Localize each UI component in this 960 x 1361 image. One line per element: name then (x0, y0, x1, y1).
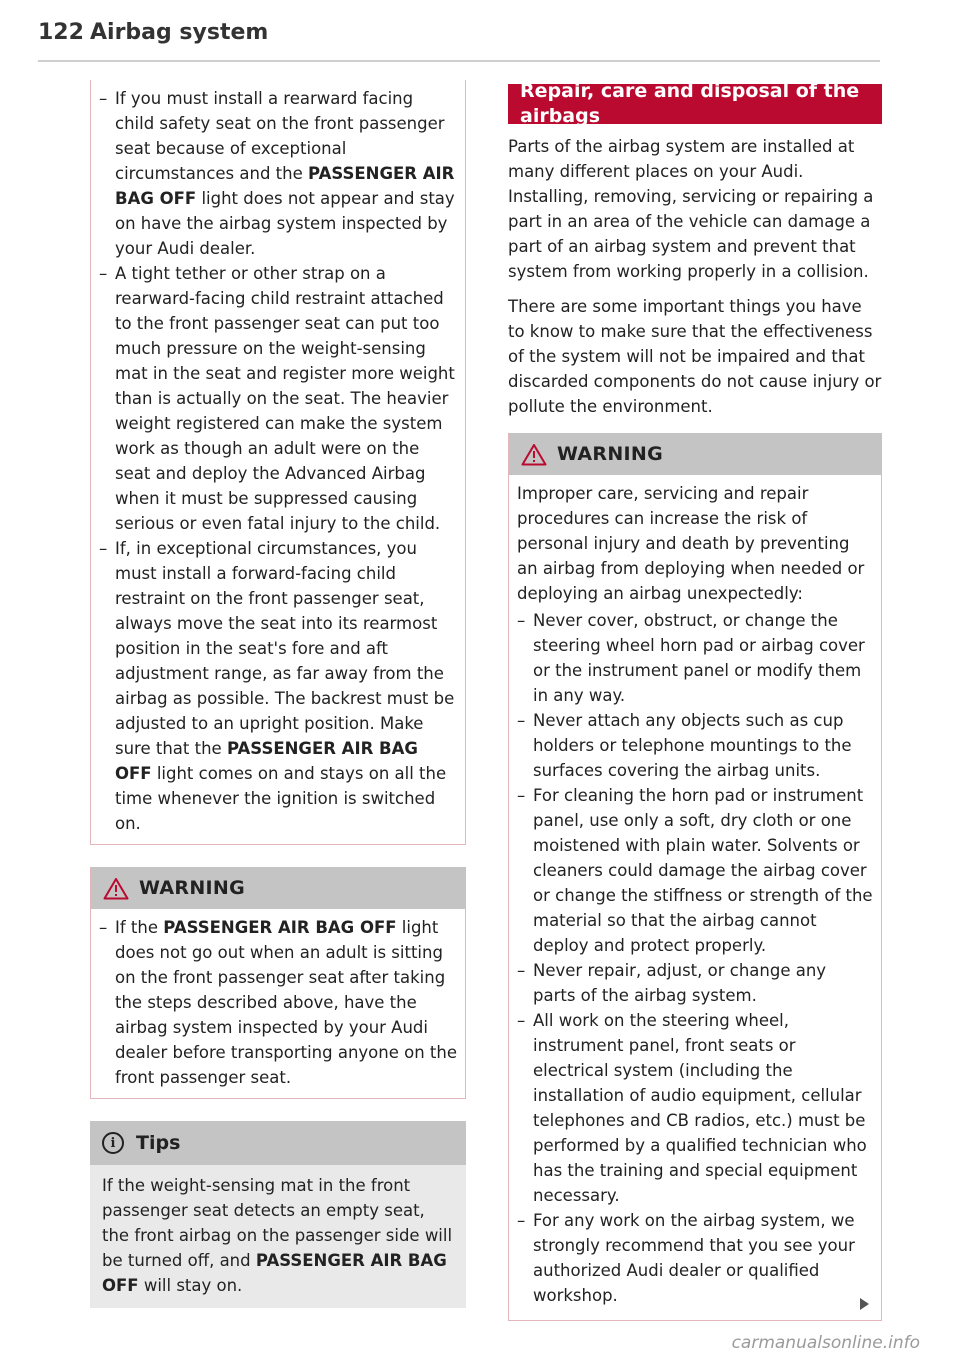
text: If you must install a rearward facing child safety seat on the front passenger seat because of exceptional circumstances and the (115, 89, 445, 183)
list-item: – Never repair, adjust, or change any parts of the airbag system. (517, 961, 827, 1005)
warning-box-left (90, 867, 466, 1099)
section-heading: Repair, care and disposal of the airbags (508, 84, 882, 124)
warning-title: WARNING (139, 876, 246, 899)
warning-list-left (99, 915, 457, 1090)
tips-box (90, 1121, 466, 1308)
page-header (38, 18, 880, 62)
right-column (508, 80, 882, 1321)
list-item: – If you must install a rearward facing child safety seat on the front passenger seat because of exceptional circumstances and the PASSENGER AIR BAG OFF light does not appear and stay on have the airbag system inspected by your Audi dealer. (99, 89, 455, 258)
paragraph: There are some important things you have to know to make sure that the effectiveness of the system will not be impaired and that discarded components do not cause injury or pollute the environment. (508, 297, 882, 416)
text: If the weight-sensing mat in the front passenger seat detects an empty seat, the front airbag on the passenger side will be turned off, and (102, 1176, 453, 1270)
list-item: – Never cover, obstruct, or change the steering wheel horn pad or airbag cover or the instrument panel or modify them in any way. (517, 611, 865, 705)
warning-triangle-icon (103, 877, 129, 900)
tips-body (90, 1165, 466, 1308)
warning-triangle-icon (521, 443, 547, 466)
bold-text: PASSENGER AIR BAG OFF (102, 1251, 447, 1295)
list-item: – Never attach any objects such as cup holders or telephone mountings to the surfaces covering the airbag units. (517, 711, 852, 780)
text: If, in exceptional circumstances, you must install a forward-facing child restraint on the front passenger seat, always move the seat into its rearmost position in the seat's fore and aft adjustment range, as far away from the airbag as possible. The backrest must be adjusted to an upright position. Make sure that the (115, 539, 455, 758)
warning-heading (91, 867, 465, 909)
paragraph: Parts of the airbag system are installed at many different places on your Audi. Installing, removing, servicing or repairing a part in an area of the vehicle can damage a part of an airbag system and prevent that system from working properly in a collision. (508, 137, 874, 281)
continued-warning-box (90, 80, 466, 845)
bold-text: PASSENGER AIR BAG OFF (115, 164, 455, 208)
text: light does not go out when an adult is sitting on the front passenger seat after taking the steps described above, have the airbag system inspected by your Audi dealer before transporting anyone on the front passenger seat. (115, 918, 458, 1087)
text: light does not appear and stay on have the airbag system inspected by your Audi dealer. (115, 189, 455, 258)
list-item: – For any work on the airbag system, we strongly recommend that you see your authorized Audi dealer or qualified workshop. (517, 1211, 855, 1305)
list-item: – If the PASSENGER AIR BAG OFF light does not go out when an adult is sitting on the front passenger seat after taking the steps described above, have the airbag system inspected by your Audi dealer before transporting anyone on the front passenger seat. (99, 918, 458, 1087)
list-item: – For cleaning the horn pad or instrument panel, use only a soft, dry cloth or one moistened with plain water. Solvents or cleaners could damage the airbag cover or change the stiffness or strength of the material so that the airbag cannot deploy and protect properly. (517, 786, 873, 955)
warning-title: WARNING (557, 442, 664, 465)
continue-arrow-icon (860, 1298, 869, 1310)
text: light comes on and stays on all the time whenever the ignition is switched on. (115, 764, 447, 833)
info-icon: i (102, 1132, 124, 1154)
page-number: 122 (38, 20, 84, 45)
left-column (90, 80, 466, 1308)
tips-title: Tips (136, 1131, 181, 1154)
warning-list-right (517, 608, 873, 1308)
warning-box-right (508, 433, 882, 1321)
chapter-title: Airbag system (90, 20, 269, 45)
list-item: – A tight tether or other strap on a rearward-facing child restraint attached to the front passenger seat can put too much pressure on the weight-sensing mat in the seat and register more weight than is actually on the seat. The heavier weight registered can make the system work as though an adult were on the seat and deploy the Advanced Airbag when it must be suppressed causing serious or even fatal injury to the child. (99, 264, 455, 533)
list-item: – All work on the steering wheel, instrument panel, front seats or electrical system (including the installation of audio equipment, cellular telephones and CB radios, etc.) must be performed by a qualified technician who has the training and special equipment necessary. (517, 1011, 867, 1205)
bold-text: PASSENGER AIR BAG OFF (115, 739, 418, 783)
tips-heading (90, 1121, 466, 1165)
bold-text: PASSENGER AIR BAG OFF (163, 918, 397, 937)
watermark: carmanualsonline.info (731, 1333, 920, 1353)
text: will stay on. (138, 1276, 243, 1295)
list-item: – If, in exceptional circumstances, you must install a forward-facing child restraint on the front passenger seat, always move the seat into its rearmost position in the seat's fore and aft adjustment range, as far away from the airbag as possible. The backrest must be adjusted to an upright position. Make sure that the PASSENGER AIR BAG OFF light comes on and stays on all the time whenever the ignition is switched on. (99, 539, 455, 833)
warning-intro: Improper care, servicing and repair procedures can increase the risk of personal injury and death by preventing an airbag from deploying when needed or deploying an airbag unexpectedly: (517, 484, 865, 603)
warning-heading (509, 433, 881, 475)
text: If the (115, 918, 164, 937)
continued-warning-list (99, 86, 457, 836)
text: A tight tether or other strap on a rearward-facing child restraint attached to the front passenger seat can put too much pressure on the weight-sensing mat in the seat and register more weight than is actually on the seat. The heavier weight registered can make the system work as though an adult were on the seat and deploy the Advanced Airbag when it must be suppressed causing serious or even fatal injury to the child. (115, 264, 455, 533)
